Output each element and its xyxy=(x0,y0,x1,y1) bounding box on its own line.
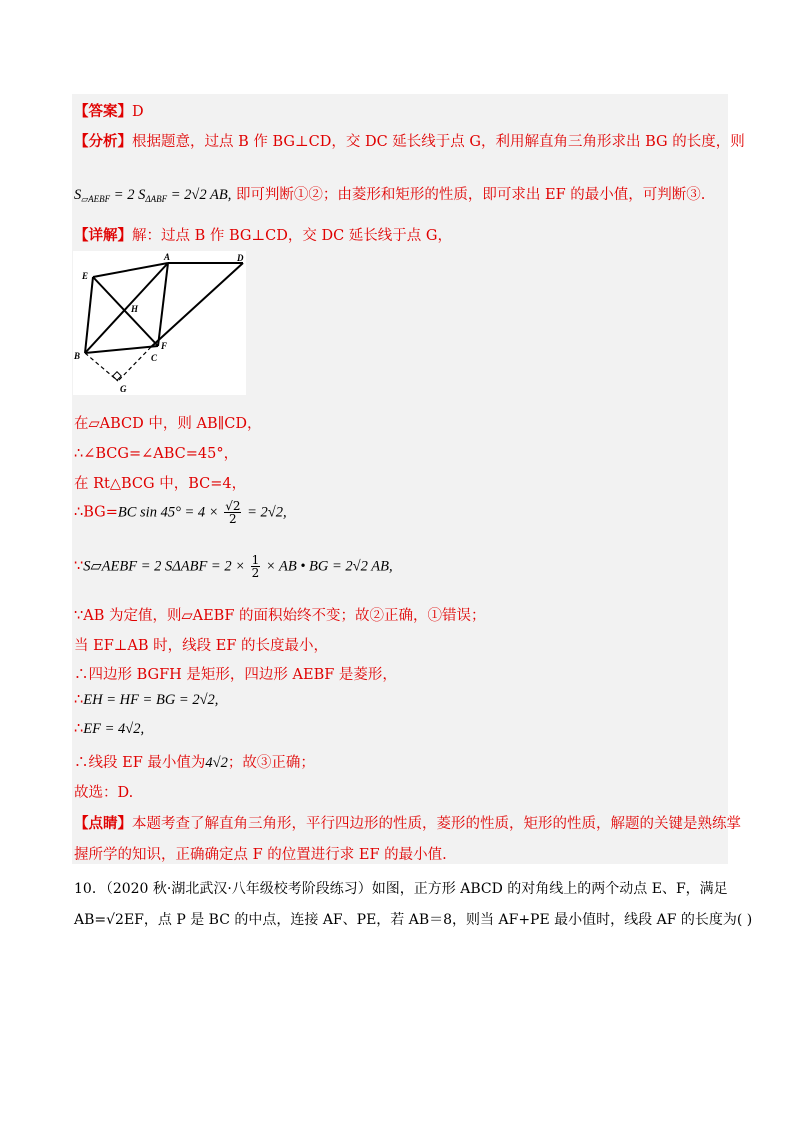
step-4-num: √2 xyxy=(225,499,241,513)
comment-label: 【点睛】 xyxy=(74,815,132,832)
step-7-text: 当 EF⊥AB 时，线段 EF 的长度最小， xyxy=(74,638,328,654)
step-5-fraction xyxy=(251,554,261,579)
segment-EF xyxy=(93,277,158,346)
segment-EB xyxy=(85,277,93,353)
label-H: H xyxy=(131,304,139,314)
step-8 xyxy=(74,663,397,684)
step-7 xyxy=(74,634,328,655)
analysis-line-2 xyxy=(74,183,705,205)
step-4-math: BC sin 45° = 4 × xyxy=(117,504,219,521)
label-C: C xyxy=(151,353,158,363)
step-11-math: 4√2 xyxy=(205,755,228,771)
step-5-den: 2 xyxy=(251,566,260,580)
step-5-math: S▱AEBF = 2 SΔABF = 2 × xyxy=(83,558,245,575)
question-10-line-2 xyxy=(74,909,752,929)
step-12 xyxy=(74,781,133,802)
step-9-prefix: ∴ xyxy=(74,692,84,708)
label-A: A xyxy=(164,252,171,262)
step-10-prefix: ∴ xyxy=(74,721,84,737)
label-E: E xyxy=(82,271,89,281)
detail-text: 解：过点 B 作 BG⊥CD，交 DC 延长线于点 G， xyxy=(132,228,452,244)
step-12-text: 故选：D. xyxy=(74,785,134,801)
step-11-rest: ；故③正确； xyxy=(227,755,315,771)
step-2 xyxy=(74,442,238,463)
analysis-line-1 xyxy=(74,130,745,151)
formula-mid: = 2 S xyxy=(110,187,146,203)
segment-CG-dashed xyxy=(118,347,151,381)
question-10-text-2: AB=√2EF，点 P 是 BC 的中点，连接 AF、PE，若 AB＝8，则当 AF+PE 最小值时，线段 AF 的长度为( ) xyxy=(74,912,753,928)
step-11 xyxy=(74,751,315,772)
segment-BF xyxy=(85,346,158,353)
label-B: B xyxy=(74,351,81,361)
label-G: G xyxy=(120,384,127,394)
step-6-text: ∵AB 为定值，则▱AEBF 的面积始终不变；故②正确，①错误； xyxy=(74,608,486,624)
step-4 xyxy=(74,500,287,525)
formula-sub1: ▱AEBF xyxy=(81,194,111,204)
step-5-prefix: ∵ xyxy=(74,558,84,575)
comment-line-1 xyxy=(74,812,741,833)
answer-line xyxy=(74,100,144,121)
detail-label: 【详解】 xyxy=(74,227,132,244)
step-9 xyxy=(74,692,218,709)
step-11-prefix: ∴线段 EF 最小值为 xyxy=(74,755,206,771)
step-10 xyxy=(74,721,144,738)
question-10-text-1: 10．（2020 秋·湖北武汉·八年级校考阶段练习）如图，正方形 ABCD 的对角线上的两个动点 E、F，满足 xyxy=(74,881,728,897)
detail-line xyxy=(74,224,452,245)
step-2-text: ∴∠BCG=∠ABC=45°， xyxy=(74,446,239,462)
step-4-rest: = 2√2, xyxy=(247,504,287,521)
step-5 xyxy=(74,554,393,579)
answer-label: 【答案】 xyxy=(74,103,132,120)
step-4-den: 2 xyxy=(229,512,237,526)
step-3 xyxy=(74,472,246,493)
comment-text-1: 本题考查了解直角三角形，平行四边形的性质，菱形的性质，矩形的性质，解题的关键是熟练掌 xyxy=(132,816,741,832)
segment-DC xyxy=(151,263,243,347)
answer-value: D xyxy=(132,104,144,120)
analysis-text-2: 即可判断①②；由菱形和矩形的性质，即可求出 EF 的最小值，可判断③. xyxy=(235,187,706,203)
analysis-formula xyxy=(74,187,231,203)
formula-rest: = 2√2 AB, xyxy=(167,187,232,203)
question-10-line-1 xyxy=(74,878,728,898)
step-5-rest: × AB • BG = 2√2 AB, xyxy=(265,558,393,575)
label-F: F xyxy=(161,341,168,351)
step-3-text: 在 Rt△BCG 中，BC=4， xyxy=(74,476,247,492)
step-1-text: 在▱ABCD 中，则 AB∥CD， xyxy=(74,416,262,432)
step-9-math: EH = HF = BG = 2√2, xyxy=(83,692,219,708)
step-6 xyxy=(74,604,486,625)
geometry-figure xyxy=(73,251,246,395)
step-5-num: 1 xyxy=(251,553,260,567)
step-1 xyxy=(74,412,262,433)
comment-line-2 xyxy=(74,843,447,864)
step-8-text: ∴四边形 BGFH 是矩形，四边形 AEBF 是菱形， xyxy=(74,667,397,683)
step-4-fraction xyxy=(224,500,241,525)
analysis-text-1: 根据题意，过点 B 作 BG⊥CD，交 DC 延长线于点 G，利用解直角三角形求出 BG 的长度，则 xyxy=(132,134,745,150)
formula-sub2: ΔABF xyxy=(145,194,168,204)
analysis-label: 【分析】 xyxy=(74,133,132,150)
label-D: D xyxy=(237,253,244,263)
parallelogram-diagram xyxy=(73,251,246,395)
formula-s1: S xyxy=(74,187,82,203)
comment-text-2: 握所学的知识，正确确定点 F 的位置进行求 EF 的最小值. xyxy=(74,847,447,863)
step-4-prefix: ∴BG= xyxy=(74,504,118,521)
step-10-math: EF = 4√2, xyxy=(83,721,145,737)
